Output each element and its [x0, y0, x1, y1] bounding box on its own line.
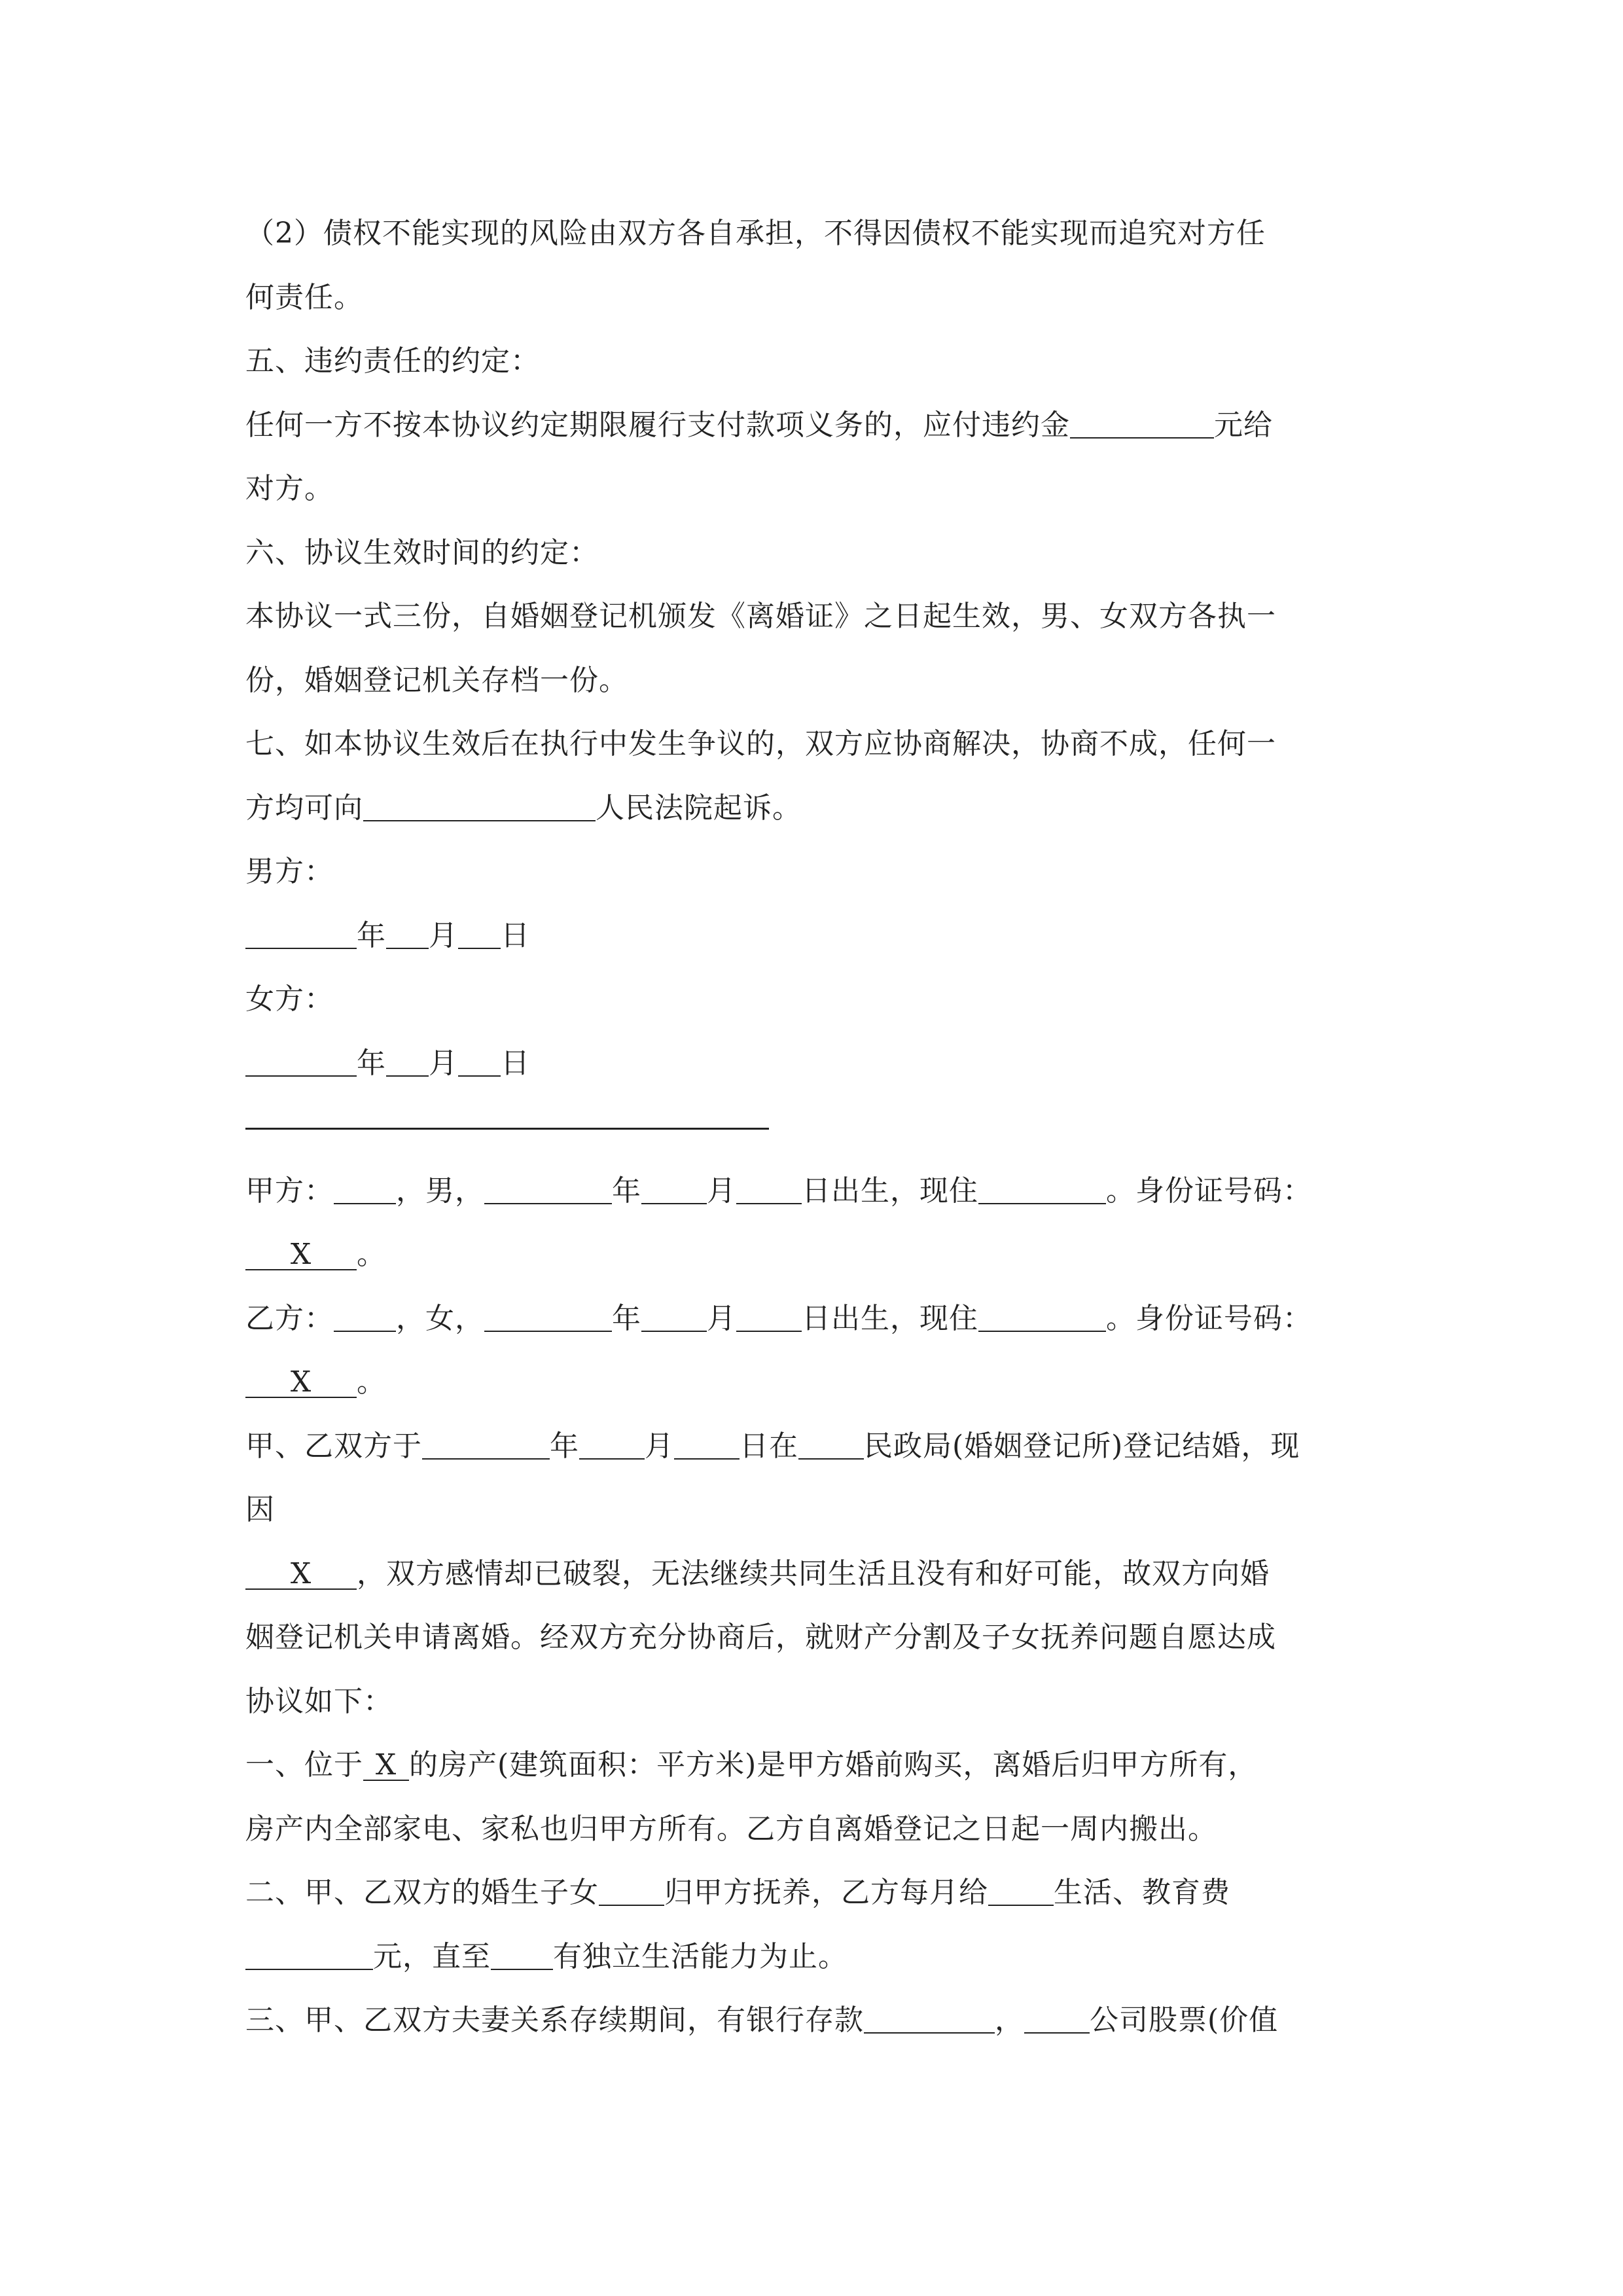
- id-line: [245, 1223, 1384, 1287]
- clause-line: [245, 1988, 1384, 2053]
- fill-blank[interactable]: [736, 1302, 802, 1332]
- text-line: [245, 1605, 1384, 1670]
- text-span: 房产内全部家电、家私也归甲方所有。乙方自离婚登记之日起一周内搬出。: [245, 1812, 1217, 1846]
- text-span: 女方：: [245, 982, 334, 1016]
- text-line: [245, 393, 1384, 457]
- fill-blank[interactable]: [491, 1940, 553, 1970]
- document-body: [245, 202, 1384, 2053]
- date-line: [245, 1031, 1384, 1096]
- party-line: [245, 1287, 1384, 1351]
- text-span: 月: [429, 918, 458, 952]
- text-span: 日出生，现住: [802, 1301, 978, 1335]
- text-span: 人民法院起诉。: [596, 791, 802, 825]
- fill-blank[interactable]: [674, 1429, 740, 1460]
- fill-blank[interactable]: [422, 1429, 550, 1460]
- text-span: 对方。: [245, 472, 334, 505]
- text-span: 月: [707, 1174, 736, 1208]
- text-span: 公司股票(价值: [1090, 2003, 1279, 2037]
- text-span: 日出生，现住: [802, 1174, 978, 1208]
- fill-blank[interactable]: [458, 919, 501, 949]
- text-span: （2）债权不能实现的风险由双方各自承担，不得因债权不能实现而追究对方任: [245, 217, 1266, 250]
- text-span: 年: [612, 1174, 641, 1208]
- text-span: 日: [501, 918, 530, 952]
- signature-label: [245, 840, 1384, 904]
- separator-line: [245, 1095, 1384, 1159]
- text-span: ，女，: [396, 1301, 484, 1335]
- text-line: [245, 1542, 1384, 1606]
- separator-rule: [245, 1128, 769, 1130]
- text-span: 日在: [740, 1429, 798, 1463]
- text-span: 姻登记机关申请离婚。经双方充分协商后，就财产分割及子女抚养问题自愿达成: [245, 1621, 1276, 1654]
- fill-blank[interactable]: X: [245, 1240, 357, 1270]
- text-line: [245, 649, 1384, 713]
- text-span: 的房产(建筑面积：平方米)是甲方婚前购买，离婚后归甲方所有，: [409, 1748, 1258, 1782]
- fill-blank[interactable]: [458, 1047, 501, 1077]
- text-span: 甲方：: [245, 1174, 334, 1208]
- fill-blank[interactable]: [245, 1047, 357, 1077]
- clause-line: [245, 1861, 1384, 1925]
- text-line: [245, 712, 1384, 776]
- text-line: [245, 1797, 1384, 1861]
- fill-blank[interactable]: X: [245, 1560, 357, 1590]
- fill-blank[interactable]: [334, 1174, 396, 1204]
- section-heading: [245, 521, 1384, 585]
- text-span: 二、甲、乙双方的婚生子女: [245, 1876, 599, 1909]
- fill-blank[interactable]: X: [245, 1368, 357, 1398]
- fill-blank[interactable]: [334, 1302, 396, 1332]
- text-line: [245, 457, 1384, 521]
- fill-blank[interactable]: [978, 1302, 1106, 1332]
- text-span: ，: [995, 2003, 1024, 2037]
- text-line: [245, 202, 1384, 266]
- party-line: [245, 1159, 1384, 1223]
- fill-blank[interactable]: [484, 1302, 612, 1332]
- fill-blank[interactable]: [1024, 2003, 1090, 2034]
- text-span: 三、甲、乙双方夫妻关系存续期间，有银行存款: [245, 2003, 864, 2037]
- text-span: 本协议一式三份，自婚姻登记机颁发《离婚证》之日起生效，男、女双方各执一: [245, 600, 1276, 633]
- text-span: 因: [245, 1493, 275, 1526]
- fill-blank[interactable]: [245, 1940, 373, 1970]
- section-heading: [245, 329, 1384, 393]
- fill-blank[interactable]: [599, 1876, 664, 1906]
- fill-blank[interactable]: [484, 1174, 612, 1204]
- text-span: 元给: [1214, 408, 1273, 442]
- fill-blank[interactable]: [798, 1429, 864, 1460]
- text-span: 份，婚姻登记机关存档一份。: [245, 663, 628, 697]
- text-span: 月: [707, 1301, 736, 1335]
- id-line: [245, 1350, 1384, 1414]
- text-span: 。身份证号码：: [1106, 1174, 1312, 1208]
- fill-blank[interactable]: [988, 1876, 1054, 1906]
- text-span: 归甲方抚养，乙方每月给: [664, 1876, 988, 1909]
- text-span: 月: [429, 1046, 458, 1080]
- text-span: 甲、乙双方于: [245, 1429, 422, 1463]
- text-span: 六、协议生效时间的约定：: [245, 535, 599, 569]
- fill-blank[interactable]: X: [363, 1751, 409, 1781]
- text-span: 年: [550, 1429, 579, 1463]
- text-line: [245, 1925, 1384, 1989]
- date-line: [245, 904, 1384, 968]
- text-span: 元，直至: [373, 1939, 491, 1973]
- text-span: 一、位于: [245, 1748, 363, 1782]
- text-span: 方均可向: [245, 791, 363, 825]
- text-span: 年: [357, 918, 386, 952]
- fill-blank[interactable]: [864, 2003, 995, 2034]
- fill-blank[interactable]: [1070, 408, 1214, 439]
- text-span: 。: [357, 1238, 386, 1271]
- text-span: ，男，: [396, 1174, 484, 1208]
- fill-blank[interactable]: [363, 791, 596, 821]
- fill-blank[interactable]: [641, 1302, 707, 1332]
- fill-blank[interactable]: [245, 919, 357, 949]
- text-span: 五、违约责任的约定：: [245, 344, 540, 378]
- text-span: 日: [501, 1046, 530, 1080]
- text-span: 月: [645, 1429, 674, 1463]
- text-span: 何责任。: [245, 280, 363, 314]
- text-span: 。: [357, 1365, 386, 1399]
- text-span: 。身份证号码：: [1106, 1301, 1312, 1335]
- text-span: 年: [612, 1301, 641, 1335]
- text-span: 年: [357, 1046, 386, 1080]
- fill-blank[interactable]: [736, 1174, 802, 1204]
- text-span: 生活、教育费: [1054, 1876, 1230, 1909]
- text-line: [245, 1670, 1384, 1734]
- text-span: 任何一方不按本协议约定期限履行支付款项义务的，应付违约金: [245, 408, 1070, 442]
- fill-blank[interactable]: [641, 1174, 707, 1204]
- fill-blank[interactable]: [978, 1174, 1106, 1204]
- text-span: 民政局(婚姻登记所)登记结婚，现: [864, 1429, 1300, 1463]
- text-line: [245, 266, 1384, 330]
- text-span: ，双方感情却已破裂，无法继续共同生活且没有和好可能，故双方向婚: [357, 1556, 1270, 1590]
- text-span: 乙方：: [245, 1301, 334, 1335]
- text-line: [245, 776, 1384, 840]
- text-line: [245, 584, 1384, 649]
- text-span: 协议如下：: [245, 1684, 393, 1718]
- text-span: 有独立生活能力为止。: [553, 1939, 847, 1973]
- text-span: 七、如本协议生效后在执行中发生争议的，双方应协商解决，协商不成，任何一: [245, 727, 1276, 761]
- text-line: [245, 1478, 1384, 1542]
- fill-blank[interactable]: [386, 1047, 429, 1077]
- clause-line: [245, 1733, 1384, 1797]
- fill-blank[interactable]: [386, 919, 429, 949]
- signature-label: [245, 967, 1384, 1031]
- fill-blank[interactable]: [579, 1429, 645, 1460]
- text-span: 男方：: [245, 855, 334, 888]
- text-line: [245, 1414, 1384, 1479]
